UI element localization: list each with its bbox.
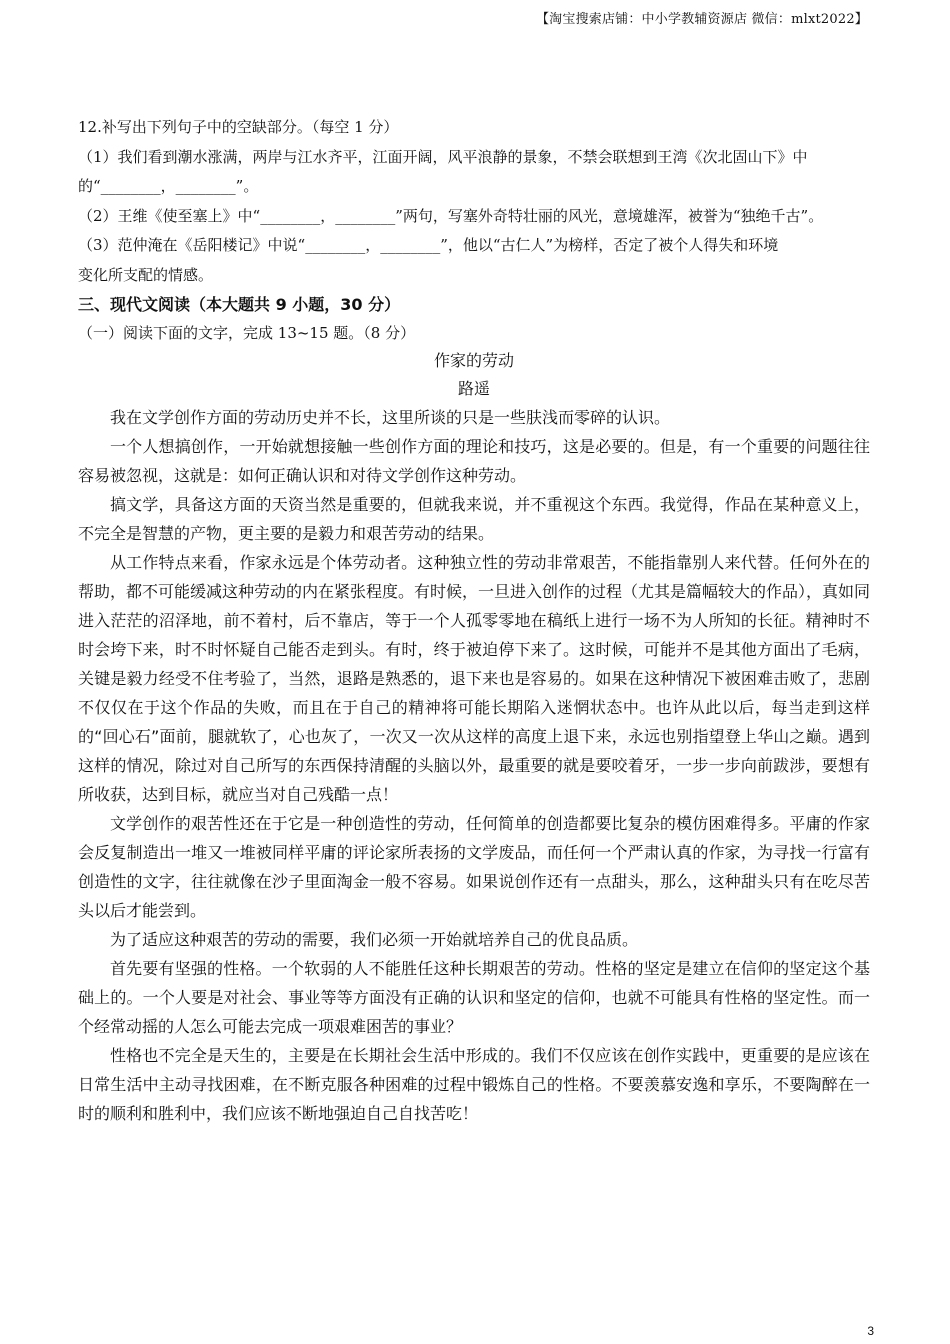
question-12-stem: 12.补写出下列句子中的空缺部分。（每空 1 分） [78, 118, 399, 136]
question-12-item-1: （1）我们看到潮水涨满，两岸与江水齐平，江面开阔，风平浪静的景象，不禁会联想到王湾《次北固山下》中的“________，________”。 [78, 147, 808, 195]
article-paragraph: 从工作特点来看，作家永远是个体劳动者。这种独立性的劳动非常艰苦，不能指靠别人来代替。任何外在的帮助，都不可能缓减这种劳动的内在紧张程度。有时候，一旦进入创作的过程（尤其是篇幅较大的作品），真如同进入茫茫的沼泽地，前不着村，后不靠店，等于一个人孤零零地在稿纸上进行一场不为人所知的长征。精神时不时会垮下来，时不时怀疑自己能否走到头。有时，终于被迫停下来了。这时候，可能并不是其他方面出了毛病，关键是毅力经受不住考验了，当然，退路是熟悉的，退下来也是容易的。如果在这种情况下被困难击败了，悲剧不仅仅在于这个作品的失败，而且在于自己的精神将可能长期陷入迷惘状态中。也许从此以后，每当走到这样的“回心石”面前，腿就软了，心也灰了，一次又一次从这样的高度上退下来，永远也别指望登上华山之巅。遇到这样的情况，除过对自己所写的东西保持清醒的头脑以外，最重要的就是要咬着牙，一步一步向前跋涉，要想有所收获，达到目标，就应当对自己残酷一点！ [78, 553, 871, 804]
article [78, 347, 870, 1128]
article-author: 路遥 [457, 379, 490, 398]
question-12-item-2: （2）王维《使至塞上》中“________，________”两句，写塞外奇特壮丽的风光，意境雄浑，被誉为“独绝千古”。 [78, 206, 824, 225]
article-paragraph: 首先要有坚强的性格。一个软弱的人不能胜任这种长期艰苦的劳动。性格的坚定是建立在信仰的坚定这个基础上的。一个人要是对社会、事业等等方面没有正确的认识和坚定的信仰，也就不可能具有性格的坚定性。而一个经常动摇的人怎么可能去完成一项艰难困苦的事业？ [78, 959, 870, 1036]
article-paragraph: 性格也不完全是天生的，主要是在长期社会生活中形成的。我们不仅应该在创作实践中，更重要的是应该在日常生活中主动寻找困难，在不断克服各种困难的过程中锻炼自己的性格。不要羡慕安逸和享乐，不要陶醉在一时的顺利和胜利中，我们应该不断地强迫自己自找苦吃！ [78, 1046, 870, 1123]
watermark-header: 【淘宝搜索店铺：中小学教辅资源店 微信：mlxt2022】 [535, 12, 868, 27]
question-12-item-3-line-1: （3）范仲淹在《岳阳楼记》中说“________，________”，他以“古仁人”为榜样，否定了被个人得失和环境 [78, 236, 779, 254]
article-paragraph: 我在文学创作方面的劳动历史并不长，这里所谈的只是一些肤浅而零碎的认识。 [110, 408, 671, 427]
part-1-instruction: （一）阅读下面的文字，完成 13~15 题。（8 分） [78, 324, 416, 342]
article-paragraph: 一个人想搞创作，一开始就想接触一些创作方面的理论和技巧，这是必要的。但是，有一个重要的问题往往容易被忽视，这就是：如何正确认识和对待文学创作这种劳动。 [78, 437, 870, 485]
article-paragraph: 为了适应这种艰苦的劳动的需要，我们必须一开始就培养自己的优良品质。 [110, 930, 639, 949]
page-content [78, 113, 870, 1128]
article-title: 作家的劳动 [433, 351, 514, 370]
question-12-item-3-line-2: 变化所支配的情感。 [78, 265, 214, 284]
article-paragraph: 文学创作的艰苦性还在于它是一种创造性的劳动，任何简单的创造都要比复杂的模仿困难得多。平庸的作家会反复制造出一堆又一堆被同样平庸的评论家所表扬的文学废品，而任何一个严肃认真的作家，为寻找一行富有创造性的文字，往往就像在沙子里面淘金一般不容易。如果说创作还有一点甜头，那么，这种甜头只有在吃尽苦头以后才能尝到。 [78, 814, 870, 920]
page-number: 3 [867, 1324, 874, 1338]
section-3-title: 三、现代文阅读（本大题共 9 小题，30 分） [78, 295, 401, 314]
article-paragraph: 搞文学，具备这方面的天资当然是重要的，但就我来说，并不重视这个东西。我觉得，作品在某种意义上，不完全是智慧的产物，更主要的是毅力和艰苦劳动的结果。 [78, 495, 870, 543]
